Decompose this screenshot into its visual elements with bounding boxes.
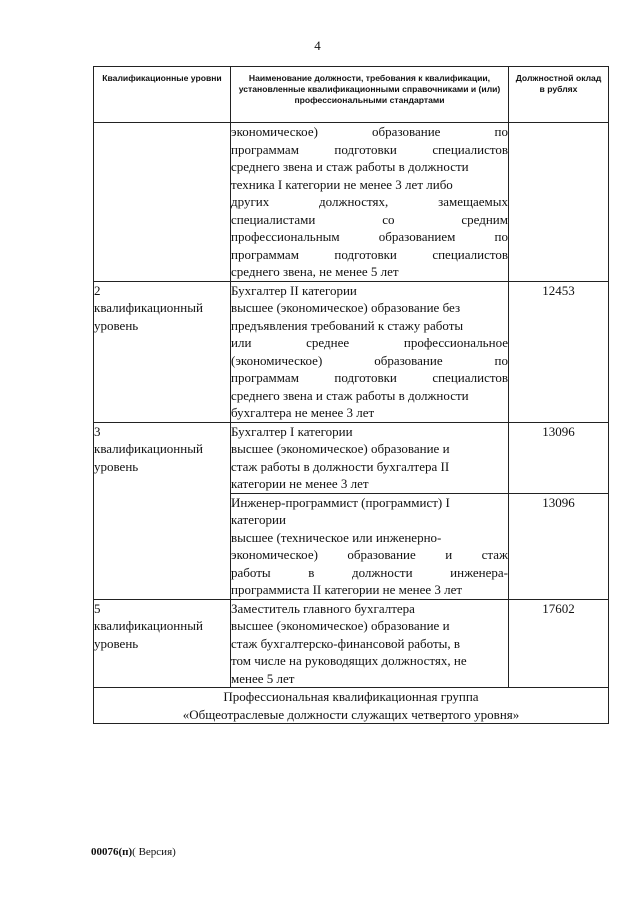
- group-title-line: Профессиональная квалификационная группа: [223, 689, 479, 704]
- table-row: [94, 599, 609, 688]
- description-line: категории: [231, 512, 286, 527]
- description-line: программам подготовки специалистов: [231, 370, 508, 385]
- position-description: [231, 422, 509, 493]
- level-text: уровень: [94, 317, 139, 333]
- level-cell-empty: [94, 123, 231, 282]
- description-line: среднего звена, не менее 5 лет: [231, 264, 399, 279]
- position-description: [231, 599, 509, 688]
- position-description: [231, 281, 509, 422]
- level-cell: [94, 599, 231, 688]
- description-line: Заместитель главного бухгалтера: [231, 600, 415, 616]
- description-line: стаж бухгалтерско-финансовой работы, в: [231, 635, 460, 651]
- description-line: среднего звена и стаж работы в должности: [231, 159, 469, 174]
- description-line: менее 5 лет: [231, 670, 295, 686]
- description-line: бухгалтера не менее 3 лет: [231, 405, 375, 420]
- description-line: техника I категории не менее 3 лет либо: [231, 176, 453, 192]
- description-line: работы в должности инженера-: [231, 564, 508, 580]
- description-line: предъявления требований к стажу работы: [231, 317, 464, 333]
- level-text: 5: [94, 600, 101, 616]
- description-line: экономическое) образование по: [231, 124, 508, 139]
- description-line: экономическое) образование и стаж: [231, 547, 508, 562]
- description-line: (экономическое) образование по: [231, 352, 508, 368]
- document-footer: [91, 846, 176, 858]
- salary-value: 17602: [509, 599, 609, 688]
- level-text: квалификационный: [94, 618, 203, 633]
- level-text: уровень: [94, 635, 139, 651]
- page-number: 4: [314, 38, 321, 53]
- description-line: категории не менее 3 лет: [231, 476, 369, 491]
- description-line: высшее (экономическое) образование и: [231, 618, 450, 633]
- footer-code: 00076(п): [91, 846, 133, 858]
- description-line: стаж работы в должности бухгалтера II: [231, 458, 450, 474]
- group-title-line: «Общеотраслевые должности служащих четвертого уровня»: [182, 706, 520, 722]
- description-line: высшее (экономическое) образование без: [231, 300, 461, 315]
- description-line: высшее (экономическое) образование и: [231, 441, 450, 456]
- description-line: или среднее профессиональное: [231, 335, 508, 350]
- level-cell: [94, 422, 231, 599]
- level-cell: [94, 281, 231, 422]
- level-text: квалификационный: [94, 441, 203, 456]
- professional-group-title: [94, 688, 609, 724]
- position-description: [231, 493, 509, 599]
- description-line: Бухгалтер I категории: [231, 423, 353, 439]
- salary-value: 13096: [509, 422, 609, 493]
- description-line: том числе на руководящих должностях, не: [231, 653, 467, 668]
- description-line: программам подготовки специалистов: [231, 246, 508, 262]
- table-row-continuation: [94, 123, 609, 282]
- description-line: других должностях, замещаемых: [231, 194, 508, 209]
- description-line: Бухгалтер II категории: [231, 282, 357, 298]
- description-line: высшее (техническое или инженерно-: [231, 529, 442, 545]
- continuation-description: [231, 123, 509, 282]
- group-row: [94, 688, 609, 724]
- table-header-row: [94, 67, 609, 123]
- level-text: уровень: [94, 458, 139, 474]
- qualification-table: [93, 66, 609, 724]
- table-row: [94, 281, 609, 422]
- description-line: программам подготовки специалистов: [231, 141, 508, 157]
- header-position: Наименование должности, требования к квалификации, установленные квалификационными справочниками и (или) профессиональными стандартами: [231, 67, 509, 123]
- footer-suffix: ( Версия): [132, 846, 176, 858]
- description-line: программиста II категории не менее 3 лет: [231, 582, 463, 597]
- table-row: [94, 422, 609, 493]
- header-level: Квалификационные уровни: [94, 67, 231, 123]
- header-salary: Должностной оклад в рублях: [509, 67, 609, 123]
- level-text: квалификационный: [94, 300, 203, 315]
- description-line: специалистами со средним: [231, 211, 508, 227]
- description-line: Инженер-программист (программист) I: [231, 494, 450, 510]
- salary-value: 13096: [509, 493, 609, 599]
- salary-value: 12453: [509, 281, 609, 422]
- salary-cell-empty: [509, 123, 609, 282]
- level-text: 3: [94, 423, 101, 439]
- level-text: 2: [94, 282, 101, 298]
- description-line: профессиональным образованием по: [231, 229, 508, 244]
- description-line: среднего звена и стаж работы в должности: [231, 387, 469, 403]
